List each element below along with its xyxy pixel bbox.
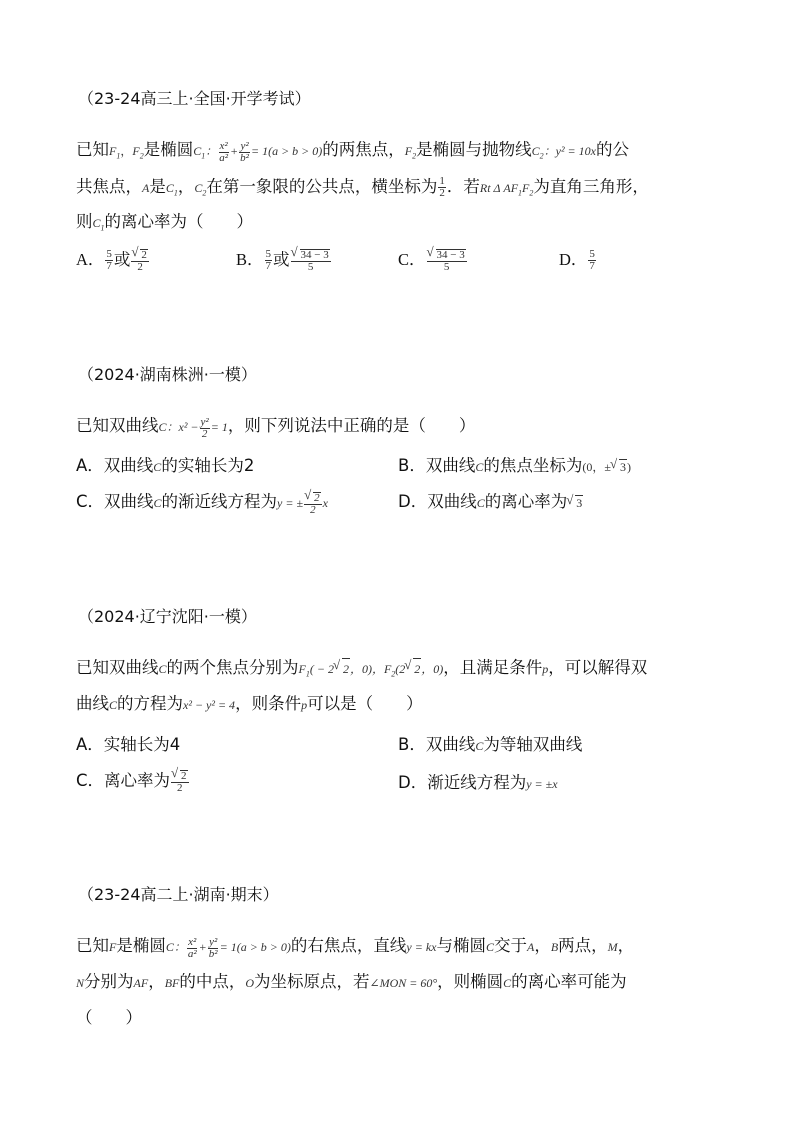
q3-foci: $F_1( - 2√$ 2，0)，$F_2(2√$ 2，0) xyxy=(299,662,444,676)
q2-stem: 已知双曲线C：x² − $\frac{\text{y²}}{2}$ = 1，则下列说法中正确的是（ ） xyxy=(76,415,476,440)
q1-text-2: 是椭圆 xyxy=(143,140,194,159)
q1-text-11: 为直角三角形， xyxy=(533,177,649,196)
q4-line-2: N分别为AF，BF的中点，O为坐标原点，若∠MON = 60°，则椭圆C的离心率可能为 xyxy=(76,972,627,991)
q2-option-a[interactable]: A．双曲线C的实轴长为2 xyxy=(76,456,255,475)
q1-frac-x: $\frac{\text{x²}}{\text{a²}}$ xyxy=(219,139,229,164)
q1-f2: $F_2$ xyxy=(132,144,144,161)
q1-f1: $F_1$ xyxy=(109,144,121,161)
q1-option-a[interactable]: A． $\frac{5}{7}$ 或 √ $\frac{2}{2}$ xyxy=(76,246,150,273)
q1-half: $\frac{1}{2}$ xyxy=(439,175,445,199)
q2-hyperbola-eq: C：x² − $\frac{\text{y²}}{2}$ = 1 xyxy=(158,415,228,440)
q1-text-7: 是 xyxy=(149,177,166,196)
q1-option-c[interactable]: C． √ $\frac{34 - 3}{5}$ xyxy=(398,246,468,273)
q1-frac-y: $\frac{\text{y²}}{\text{b²}}$ xyxy=(240,139,249,164)
q3-option-b[interactable]: B．双曲线C为等轴双曲线 xyxy=(398,735,583,754)
q1-point-a: A xyxy=(142,181,150,195)
q1-text-4: 是椭圆与抛物线 xyxy=(416,140,532,159)
q1-sep: ， xyxy=(120,144,133,158)
q3-option-a[interactable]: A．实轴长为4 xyxy=(76,735,181,754)
q1-text-3: 的两焦点， xyxy=(322,140,405,159)
q3-option-d[interactable]: D．渐近线方程为y = ±x xyxy=(398,773,558,792)
q1-c1b: $C_1$ xyxy=(92,216,105,233)
q1-text-8: ， xyxy=(177,177,195,196)
q3-line-2: 曲线C的方程为x² − y² = 4，则条件p可以是（ ） xyxy=(76,694,423,713)
q1-source: （23-24高三上·全国·开学考试） xyxy=(78,89,311,108)
q1-f2b: $F_2$ xyxy=(404,144,417,161)
q1-c1: $C_1$ xyxy=(165,181,178,198)
q1-option-b[interactable]: B． $\frac{5}{7}$ 或 √ $\frac{34 - 3}{5}$ xyxy=(236,246,332,273)
q2-option-b[interactable]: B．双曲线C的焦点坐标为(0，±√ 3) xyxy=(398,452,631,476)
q1-text: 已知 xyxy=(76,140,109,159)
q3-line-1: 已知双曲线C的两个焦点分别为$F_1( - 2√$ 2，0)，$F_2(2√$ 2，0)，且满足条件p，可以解得双 xyxy=(76,658,647,684)
q2-source: （2024·湖南株洲·一模） xyxy=(78,365,257,384)
q1-option-d[interactable]: D． $\frac{5}{7}$ xyxy=(559,248,595,272)
q3-source: （2024·辽宁沈阳·一模） xyxy=(78,607,257,626)
q1-triangle: Rt Δ $AF_1F_2$ xyxy=(479,181,534,198)
q1-line-2 xyxy=(76,176,649,203)
q1-text-10: ．若 xyxy=(446,177,480,196)
q1-c2: $C_2$ xyxy=(194,181,207,198)
q4-line-3: （ ） xyxy=(76,1008,142,1027)
q1-line-3: 则$C_1$的离心率为（ ） xyxy=(76,212,254,233)
q3-option-c[interactable]: C．离心率为 √ $\frac{2}{2}$ xyxy=(76,767,190,794)
q1-text-9: 在第一象限的公共点，横坐标为 xyxy=(206,177,438,196)
q2-option-d[interactable]: D．双曲线C的离心率为√ 3 xyxy=(398,488,583,512)
q2-option-c[interactable]: C．双曲线C的渐近线方程为y = ± √ $\frac{2}{2}$ x xyxy=(76,488,328,516)
q1-text-5: 的公 xyxy=(595,140,629,159)
q1-ellipse-eq: $C_1$： $\frac{\text{x²}}{\text{a²}}$ + $\frac{\text{y²}}{\text{b²}}$ = 1(a > b > 0) xyxy=(193,139,323,164)
q1-text-6: 共焦点， xyxy=(76,177,142,196)
q4-ellipse-eq: C： $\frac{\text{x²}}{\text{a²}}$ + $\frac{\text{y²}}{\text{b²}}$ = 1(a > b > 0) xyxy=(165,935,291,960)
q1-parabola-eq: $C_2$：y² = 10x xyxy=(531,144,596,161)
q4-line-1: 已知F是椭圆C： $\frac{\text{x²}}{\text{a²}}$ + $\frac{\text{y²}}{\text{b²}}$ = 1(a > b > 0)的右焦点，直线y = kx与椭圆C交于A，B两点，M， xyxy=(76,935,635,960)
q1-line-1 xyxy=(76,140,629,166)
q4-source: （23-24高二上·湖南·期末） xyxy=(78,885,279,904)
